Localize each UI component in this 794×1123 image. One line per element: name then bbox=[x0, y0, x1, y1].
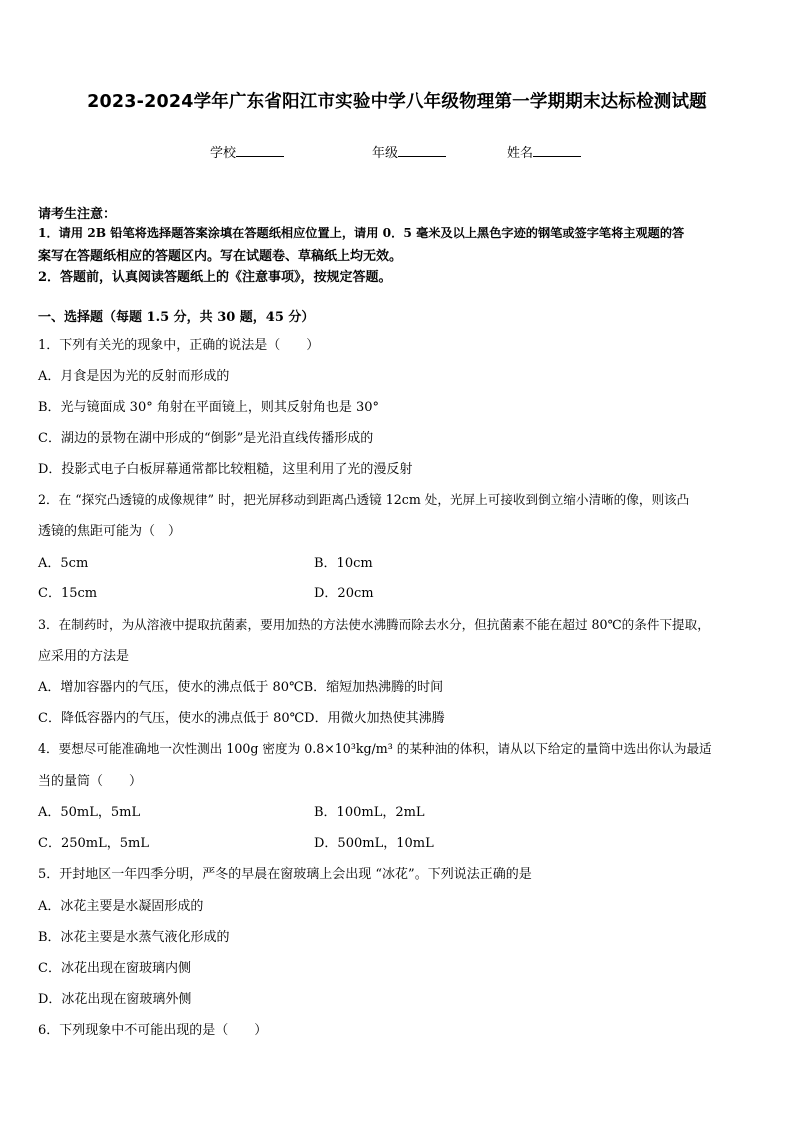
q1-stem: 1．下列有关光的现象中，正确的说法是（ ） bbox=[38, 338, 320, 353]
q5-option-c: C．冰花出现在窗玻璃内侧 bbox=[38, 961, 191, 976]
q3-options-cd: C．降低容器内的气压，使水的沸点低于 80℃D．用微火加热使其沸腾 bbox=[38, 711, 445, 726]
school-label: 学校 bbox=[210, 146, 237, 161]
q2-option-d: D．20cm bbox=[314, 586, 374, 601]
exam-title: 2023-2024学年广东省阳江市实验中学八年级物理第一学期期末达标检测试题 bbox=[87, 92, 707, 112]
grade-field bbox=[372, 142, 446, 161]
q4-option-a: A．50mL，5mL bbox=[38, 805, 141, 820]
q6-stem: 6．下列现象中不可能出现的是（ ） bbox=[38, 1023, 268, 1038]
notice-item-1a: 1．请用 2B 铅笔将选择题答案涂填在答题纸相应位置上，请用 0．5 毫米及以上黑色字迹的钢笔或签字笔将主观题的答 bbox=[38, 226, 685, 240]
name-blank bbox=[533, 143, 581, 157]
q1-option-b: B．光与镜面成 30° 角射在平面镜上，则其反射角也是 30° bbox=[38, 400, 380, 415]
q2-option-c: C．15cm bbox=[38, 586, 98, 601]
q4-stem-1: 4．要想尽可能准确地一次性测出 100g 密度为 0.8×10³kg/m³ 的某种油的体积，请从以下给定的量筒中选出你认为最适 bbox=[38, 741, 712, 756]
notice-heading: 请考生注意： bbox=[38, 207, 117, 222]
q3-stem-2: 应采用的方法是 bbox=[38, 649, 130, 664]
grade-blank bbox=[398, 143, 446, 157]
school-field bbox=[210, 142, 284, 161]
q5-stem: 5．开封地区一年四季分明，严冬的早晨在窗玻璃上会出现 “冰花”。下列说法正确的是 bbox=[38, 867, 532, 882]
q4-option-c: C．250mL，5mL bbox=[38, 836, 149, 851]
q1-option-c: C．湖边的景物在湖中形成的“倒影”是光沿直线传播形成的 bbox=[38, 431, 374, 446]
notice-item-1b: 案写在答题纸相应的答题区内。写在试题卷、草稿纸上均无效。 bbox=[38, 249, 403, 264]
q4-stem-2: 当的量筒（ ） bbox=[38, 774, 143, 789]
name-field bbox=[507, 142, 581, 161]
name-label: 姓名 bbox=[507, 146, 534, 161]
q4-option-b: B．100mL，2mL bbox=[314, 805, 425, 820]
q3-stem-1: 3．在制药时，为从溶液中提取抗菌素，要用加热的方法使水沸腾而除去水分，但抗菌素不能在超过 80℃的条件下提取， bbox=[38, 617, 710, 632]
q2-stem-1: 2．在 “探究凸透镜的成像规律” 时，把光屏移动到距离凸透镜 12cm 处，光屏上可接收到倒立缩小清晰的像，则该凸 bbox=[38, 492, 690, 507]
section-heading: 一、选择题（每题 1.5 分，共 30 题，45 分） bbox=[38, 310, 315, 325]
q3-options-ab: A．增加容器内的气压，使水的沸点低于 80℃B．缩短加热沸腾的时间 bbox=[38, 680, 444, 695]
q2-stem-2: 透镜的焦距可能为（ ） bbox=[38, 524, 182, 539]
q5-option-a: A．冰花主要是水凝固形成的 bbox=[38, 899, 204, 914]
q1-option-a: A．月食是因为光的反射而形成的 bbox=[38, 369, 230, 384]
q2-option-b: B．10cm bbox=[314, 556, 373, 571]
school-blank bbox=[236, 143, 284, 157]
grade-label: 年级 bbox=[372, 146, 399, 161]
q5-option-b: B．冰花主要是水蒸气液化形成的 bbox=[38, 930, 230, 945]
q4-option-d: D．500mL，10mL bbox=[314, 836, 434, 851]
q5-option-d: D．冰花出现在窗玻璃外侧 bbox=[38, 992, 192, 1007]
q1-option-d: D．投影式电子白板屏幕通常都比较粗糙，这里利用了光的漫反射 bbox=[38, 462, 413, 477]
notice-item-2: 2．答题前，认真阅读答题纸上的《注意事项》，按规定答题。 bbox=[38, 270, 392, 285]
q2-option-a: A．5cm bbox=[38, 556, 89, 571]
